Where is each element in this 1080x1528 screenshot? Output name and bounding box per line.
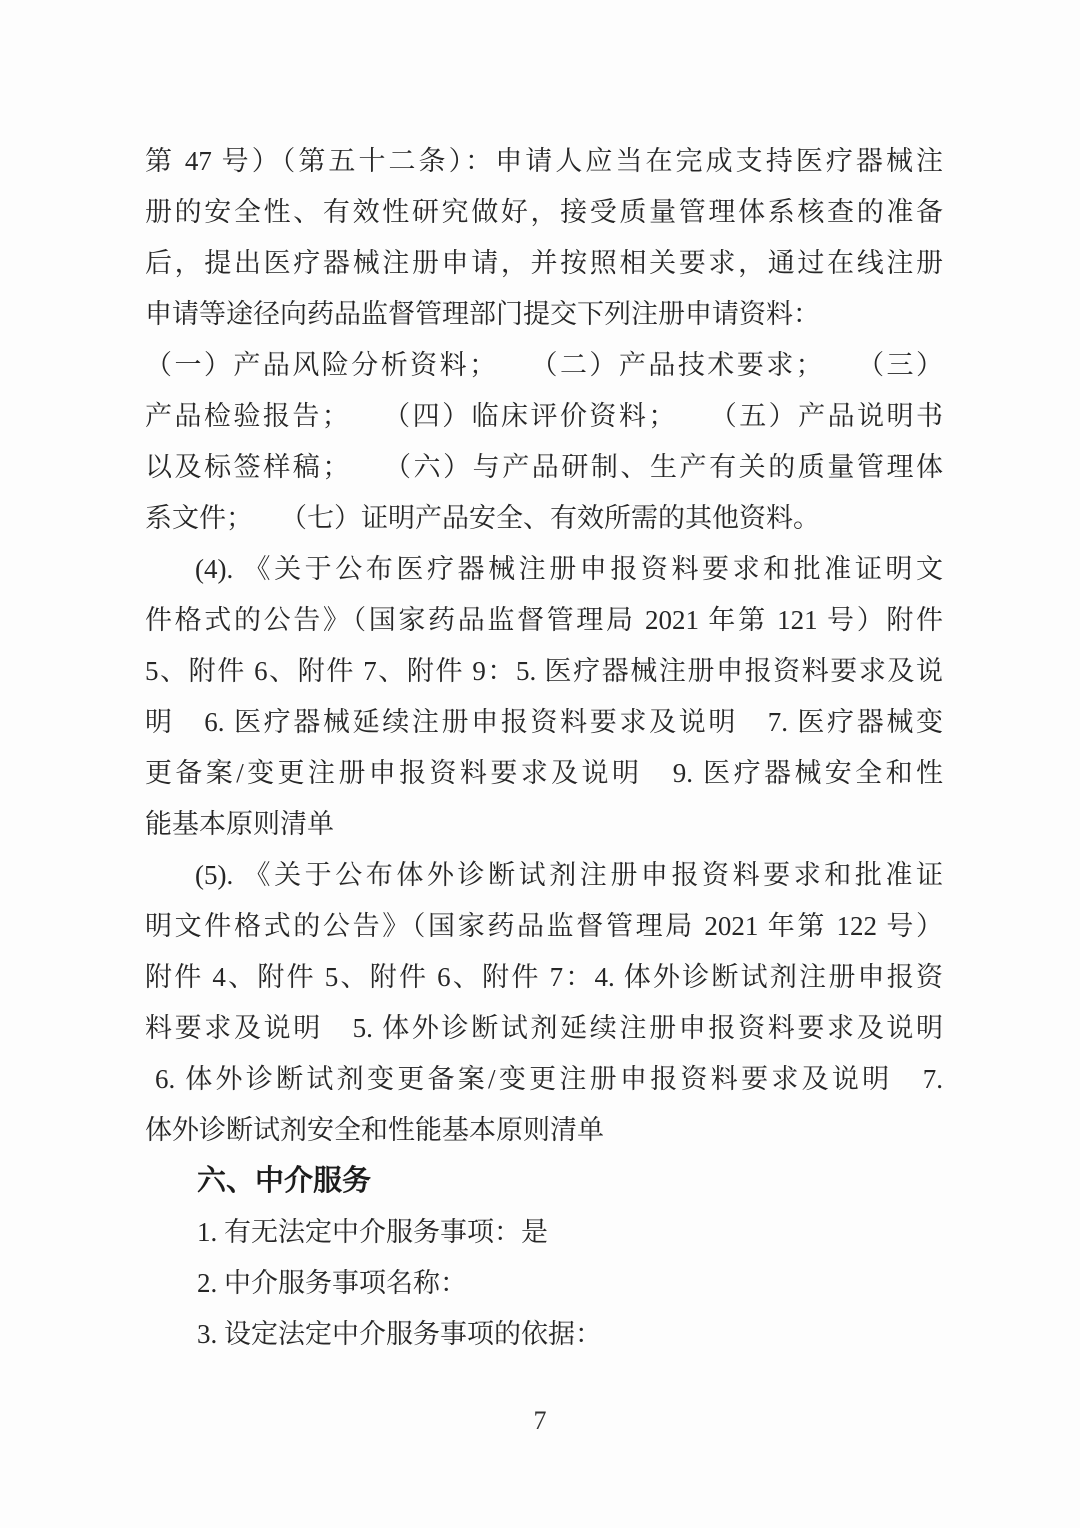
doc-line-numbered-item: 1. 有无法定中介服务事项：是 — [197, 1217, 548, 1247]
doc-line-paragraph: 料要求及说明 5. 体外诊断试剂延续注册申报资料要求及说明 — [145, 1013, 943, 1043]
doc-line-paragraph: 明 6. 医疗器械延续注册申报资料要求及说明 7. 医疗器械变 — [145, 707, 943, 737]
doc-line-paragraph: 6. 体外诊断试剂变更备案/变更注册申报资料要求及说明 7. — [155, 1064, 943, 1094]
doc-line-paragraph: 能基本原则清单 — [145, 809, 334, 839]
doc-line-paragraph: (4). 《关于公布医疗器械注册申报资料要求和批准证明文 — [195, 554, 943, 584]
doc-line-paragraph: 后，提出医疗器械注册申请，并按照相关要求，通过在线注册 — [145, 248, 943, 278]
page-number: 7 — [533, 1406, 547, 1435]
doc-line-paragraph: 更备案/变更注册申报资料要求及说明 9. 医疗器械安全和性 — [145, 758, 943, 788]
doc-line-list-item: 产品检验报告； （四）临床评价资料； （五）产品说明书 — [145, 401, 943, 431]
doc-line-paragraph: 件格式的公告》（国家药品监督管理局 2021 年第 121 号）附件 — [145, 605, 943, 635]
doc-line-list-item: 系文件； （七）证明产品安全、有效所需的其他资料。 — [145, 503, 820, 533]
doc-line-paragraph: 册的安全性、有效性研究做好，接受质量管理体系核查的准备 — [145, 197, 943, 227]
doc-line-paragraph: 5、附件 6、附件 7、附件 9：5. 医疗器械注册申报资料要求及说 — [145, 656, 943, 686]
doc-line-list-item: （一）产品风险分析资料； （二）产品技术要求； （三） — [145, 350, 943, 380]
doc-line-paragraph: 申请等途径向药品监督管理部门提交下列注册申请资料： — [145, 299, 820, 329]
doc-line-numbered-item: 2. 中介服务事项名称： — [197, 1268, 467, 1298]
doc-line-paragraph: 明文件格式的公告》（国家药品监督管理局 2021 年第 122 号） — [145, 911, 943, 941]
doc-line-list-item: 以及标签样稿； （六）与产品研制、生产有关的质量管理体 — [145, 452, 943, 482]
doc-line-paragraph: 附件 4、附件 5、附件 6、附件 7：4. 体外诊断试剂注册申报资 — [145, 962, 943, 992]
section-heading-intermediary-services: 六、中介服务 — [197, 1165, 372, 1197]
doc-line-paragraph: 第 47 号）（第五十二条）：申请人应当在完成支持医疗器械注 — [145, 146, 943, 176]
document-page — [145, 136, 943, 1360]
doc-line-paragraph: 体外诊断试剂安全和性能基本原则清单 — [145, 1115, 604, 1145]
doc-line-numbered-item: 3. 设定法定中介服务事项的依据： — [197, 1319, 602, 1349]
doc-line-paragraph: (5). 《关于公布体外诊断试剂注册申报资料要求和批准证 — [195, 860, 943, 890]
